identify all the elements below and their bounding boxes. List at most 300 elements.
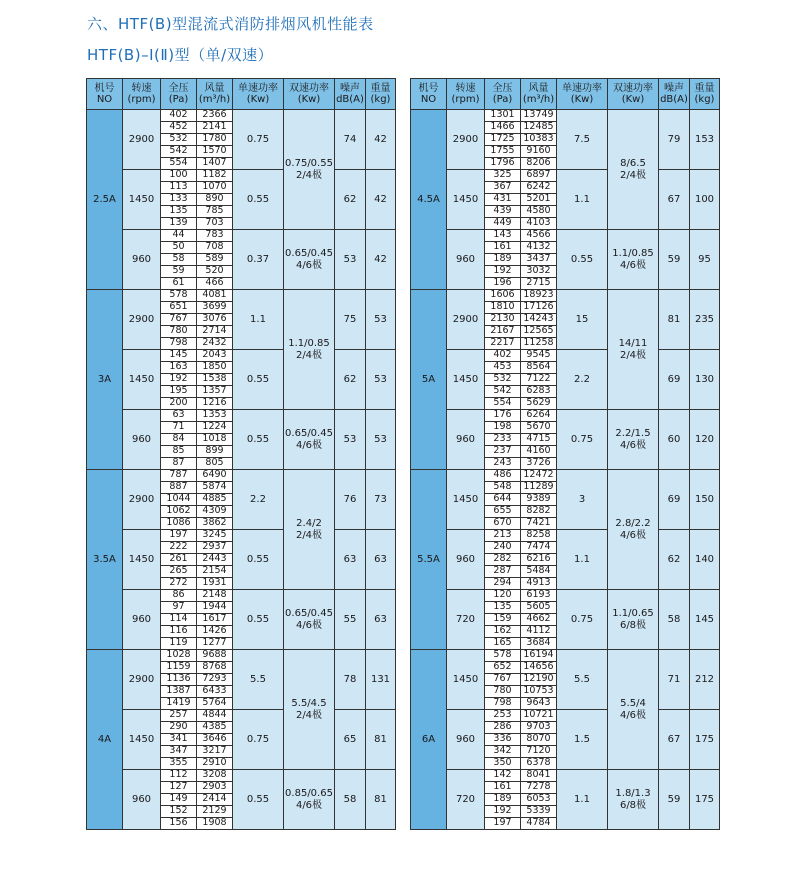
airflow-cell: 6193: [521, 590, 557, 602]
pressure-cell: 116: [161, 626, 197, 638]
noise-cell: 67: [659, 710, 690, 770]
table-row: [87, 470, 396, 482]
weight-cell: 100: [690, 170, 720, 230]
pressure-cell: 195: [161, 386, 197, 398]
airflow-cell: 9545: [521, 350, 557, 362]
speed-cell: 1450: [447, 170, 485, 230]
noise-cell: 69: [659, 470, 690, 530]
airflow-cell: 3862: [197, 518, 233, 530]
speed-cell: 2900: [123, 290, 161, 350]
single-power-cell: 0.55: [233, 350, 284, 410]
weight-cell: 153: [690, 110, 720, 170]
pressure-cell: 2217: [485, 338, 521, 350]
speed-cell: 1450: [447, 350, 485, 410]
airflow-cell: 3208: [197, 770, 233, 782]
single-power-cell: 7.5: [557, 110, 608, 170]
pressure-cell: 1755: [485, 146, 521, 158]
dual-power-cell: 0.85/0.65 4/6极: [284, 770, 335, 830]
table-row: [87, 710, 396, 722]
pressure-cell: 50: [161, 242, 197, 254]
airflow-cell: 2937: [197, 542, 233, 554]
pressure-cell: 1387: [161, 686, 197, 698]
pressure-cell: 198: [485, 422, 521, 434]
pressure-cell: 261: [161, 554, 197, 566]
weight-cell: 53: [366, 350, 396, 410]
airflow-cell: 5764: [197, 698, 233, 710]
pressure-cell: 431: [485, 194, 521, 206]
pressure-cell: 2167: [485, 326, 521, 338]
header-pressure: 全压 (Pa): [161, 79, 197, 110]
pressure-cell: 282: [485, 554, 521, 566]
pressure-cell: 143: [485, 230, 521, 242]
speed-cell: 960: [123, 590, 161, 650]
dual-power-cell: 8/6.5 2/4极: [608, 110, 659, 230]
airflow-cell: 4385: [197, 722, 233, 734]
noise-cell: 59: [659, 230, 690, 290]
single-power-cell: 0.55: [233, 590, 284, 650]
dual-power-cell: 2.8/2.2 4/6极: [608, 470, 659, 590]
header-row: [411, 79, 720, 110]
airflow-cell: 8564: [521, 362, 557, 374]
airflow-cell: 14656: [521, 662, 557, 674]
header-noise: 噪声 dB(A): [659, 79, 690, 110]
pressure-cell: 655: [485, 506, 521, 518]
weight-cell: 73: [366, 470, 396, 530]
single-power-cell: 0.55: [233, 410, 284, 470]
pressure-cell: 1086: [161, 518, 197, 530]
pressure-cell: 197: [485, 818, 521, 830]
table-row: [87, 110, 396, 122]
pressure-cell: 161: [485, 782, 521, 794]
airflow-cell: 12485: [521, 122, 557, 134]
speed-cell: 960: [123, 410, 161, 470]
header-speed: 转速 (rpm): [123, 79, 161, 110]
airflow-cell: 6378: [521, 758, 557, 770]
pressure-cell: 325: [485, 170, 521, 182]
airflow-cell: 4784: [521, 818, 557, 830]
header-weight: 重量 (kg): [366, 79, 396, 110]
pressure-cell: 347: [161, 746, 197, 758]
airflow-cell: 9160: [521, 146, 557, 158]
weight-cell: 235: [690, 290, 720, 350]
airflow-cell: 2366: [197, 110, 233, 122]
airflow-cell: 4715: [521, 434, 557, 446]
airflow-cell: 5670: [521, 422, 557, 434]
airflow-cell: 4309: [197, 506, 233, 518]
airflow-cell: 1617: [197, 614, 233, 626]
dual-power-cell: 1.1/0.85 2/4极: [284, 290, 335, 410]
noise-cell: 81: [659, 290, 690, 350]
pressure-cell: 192: [161, 374, 197, 386]
pressure-cell: 163: [161, 362, 197, 374]
airflow-cell: 3217: [197, 746, 233, 758]
pressure-cell: 644: [485, 494, 521, 506]
airflow-cell: 703: [197, 218, 233, 230]
weight-cell: 140: [690, 530, 720, 590]
table-row: [411, 710, 720, 722]
header-single-power: 单速功率 (Kw): [233, 79, 284, 110]
speed-cell: 2900: [123, 470, 161, 530]
speed-cell: 1450: [123, 710, 161, 770]
pressure-cell: 200: [161, 398, 197, 410]
pressure-cell: 139: [161, 218, 197, 230]
airflow-cell: 7278: [521, 782, 557, 794]
speed-cell: 960: [123, 770, 161, 830]
airflow-cell: 3245: [197, 530, 233, 542]
pressure-cell: 59: [161, 266, 197, 278]
airflow-cell: 1908: [197, 818, 233, 830]
pressure-cell: 402: [485, 350, 521, 362]
pressure-cell: 294: [485, 578, 521, 590]
header-weight: 重量 (kg): [690, 79, 720, 110]
weight-cell: 95: [690, 230, 720, 290]
single-power-cell: 1.1: [233, 290, 284, 350]
airflow-cell: 1216: [197, 398, 233, 410]
pressure-cell: 548: [485, 482, 521, 494]
pressure-cell: 554: [485, 398, 521, 410]
noise-cell: 76: [335, 470, 366, 530]
table-row: [411, 530, 720, 542]
pressure-cell: 787: [161, 470, 197, 482]
dual-power-cell: 2.2/1.5 4/6极: [608, 410, 659, 470]
speed-cell: 960: [447, 230, 485, 290]
pressure-cell: 176: [485, 410, 521, 422]
airflow-cell: 4913: [521, 578, 557, 590]
single-power-cell: 5.5: [557, 650, 608, 710]
pressure-cell: 2130: [485, 314, 521, 326]
speed-cell: 1450: [447, 650, 485, 710]
airflow-cell: 2043: [197, 350, 233, 362]
pressure-cell: 112: [161, 770, 197, 782]
pressure-cell: 780: [485, 686, 521, 698]
table-row: [411, 350, 720, 362]
pressure-cell: 243: [485, 458, 521, 470]
pressure-cell: 578: [485, 650, 521, 662]
single-power-cell: 1.1: [557, 770, 608, 830]
header-dual-power: 双速功率 (Kw): [284, 79, 335, 110]
airflow-cell: 3684: [521, 638, 557, 650]
weight-cell: 130: [690, 350, 720, 410]
airflow-cell: 6433: [197, 686, 233, 698]
pressure-cell: 114: [161, 614, 197, 626]
table-row: [87, 770, 396, 782]
airflow-cell: 16194: [521, 650, 557, 662]
speed-cell: 2900: [447, 290, 485, 350]
table-row: [87, 170, 396, 182]
airflow-cell: 12190: [521, 674, 557, 686]
header-airflow: 风量 (m³/h): [521, 79, 557, 110]
airflow-cell: 1944: [197, 602, 233, 614]
pressure-cell: 272: [161, 578, 197, 590]
noise-cell: 65: [335, 710, 366, 770]
airflow-cell: 7474: [521, 542, 557, 554]
weight-cell: 175: [690, 710, 720, 770]
airflow-cell: 899: [197, 446, 233, 458]
noise-cell: 58: [335, 770, 366, 830]
noise-cell: 74: [335, 110, 366, 170]
table-row: [87, 230, 396, 242]
airflow-cell: 1407: [197, 158, 233, 170]
single-power-cell: 0.75: [233, 710, 284, 770]
pressure-cell: 192: [485, 266, 521, 278]
pressure-cell: 798: [161, 338, 197, 350]
pressure-cell: 257: [161, 710, 197, 722]
header-row: [87, 79, 396, 110]
pressure-cell: 1810: [485, 302, 521, 314]
pressure-cell: 287: [485, 566, 521, 578]
single-power-cell: 0.37: [233, 230, 284, 290]
single-power-cell: 2.2: [233, 470, 284, 530]
airflow-cell: 4662: [521, 614, 557, 626]
pressure-cell: 86: [161, 590, 197, 602]
airflow-cell: 1538: [197, 374, 233, 386]
table-row: [411, 770, 720, 782]
pressure-cell: 887: [161, 482, 197, 494]
pressure-cell: 156: [161, 818, 197, 830]
airflow-cell: 8282: [521, 506, 557, 518]
performance-table-left: [86, 78, 396, 830]
single-power-cell: 0.75: [557, 410, 608, 470]
weight-cell: 150: [690, 470, 720, 530]
airflow-cell: 2715: [521, 278, 557, 290]
airflow-cell: 466: [197, 278, 233, 290]
pressure-cell: 342: [485, 746, 521, 758]
airflow-cell: 5629: [521, 398, 557, 410]
airflow-cell: 1570: [197, 146, 233, 158]
airflow-cell: 7293: [197, 674, 233, 686]
airflow-cell: 3699: [197, 302, 233, 314]
speed-cell: 2900: [447, 110, 485, 170]
dual-power-cell: 1.1/0.85 4/6极: [608, 230, 659, 290]
airflow-cell: 5484: [521, 566, 557, 578]
header-airflow: 风量 (m³/h): [197, 79, 233, 110]
airflow-cell: 6264: [521, 410, 557, 422]
table-row: [87, 290, 396, 302]
header-model-no: 机号 NO: [411, 79, 447, 110]
airflow-cell: 1018: [197, 434, 233, 446]
pressure-cell: 265: [161, 566, 197, 578]
airflow-cell: 1224: [197, 422, 233, 434]
pressure-cell: 1725: [485, 134, 521, 146]
pressure-cell: 233: [485, 434, 521, 446]
pressure-cell: 439: [485, 206, 521, 218]
noise-cell: 79: [659, 110, 690, 170]
page-subtitle: HTF(B)–Ⅰ(Ⅱ)型（单/双速）: [87, 46, 274, 64]
pressure-cell: 44: [161, 230, 197, 242]
pressure-cell: 87: [161, 458, 197, 470]
airflow-cell: 1182: [197, 170, 233, 182]
dual-power-cell: 5.5/4.5 2/4极: [284, 650, 335, 770]
airflow-cell: 13749: [521, 110, 557, 122]
table-row: [411, 170, 720, 182]
speed-cell: 960: [447, 530, 485, 590]
airflow-cell: 2432: [197, 338, 233, 350]
table-row: [411, 650, 720, 662]
pressure-cell: 58: [161, 254, 197, 266]
airflow-cell: 783: [197, 230, 233, 242]
pressure-cell: 165: [485, 638, 521, 650]
pressure-cell: 542: [485, 386, 521, 398]
airflow-cell: 9703: [521, 722, 557, 734]
noise-cell: 71: [659, 650, 690, 710]
speed-cell: 720: [447, 590, 485, 650]
airflow-cell: 8768: [197, 662, 233, 674]
weight-cell: 81: [366, 710, 396, 770]
weight-cell: 42: [366, 110, 396, 170]
airflow-cell: 4132: [521, 242, 557, 254]
pressure-cell: 162: [485, 626, 521, 638]
weight-cell: 42: [366, 170, 396, 230]
pressure-cell: 1044: [161, 494, 197, 506]
airflow-cell: 9688: [197, 650, 233, 662]
dual-power-cell: 5.5/4 4/6极: [608, 650, 659, 770]
airflow-cell: 2154: [197, 566, 233, 578]
pressure-cell: 100: [161, 170, 197, 182]
speed-cell: 1450: [123, 170, 161, 230]
pressure-cell: 97: [161, 602, 197, 614]
airflow-cell: 12472: [521, 470, 557, 482]
noise-cell: 63: [335, 530, 366, 590]
airflow-cell: 11258: [521, 338, 557, 350]
airflow-cell: 6490: [197, 470, 233, 482]
pressure-cell: 152: [161, 806, 197, 818]
pressure-cell: 1159: [161, 662, 197, 674]
pressure-cell: 798: [485, 698, 521, 710]
table-row: [87, 410, 396, 422]
pressure-cell: 149: [161, 794, 197, 806]
airflow-cell: 6283: [521, 386, 557, 398]
airflow-cell: 9389: [521, 494, 557, 506]
pressure-cell: 119: [161, 638, 197, 650]
pressure-cell: 135: [485, 602, 521, 614]
table-row: [411, 470, 720, 482]
single-power-cell: 2.2: [557, 350, 608, 410]
airflow-cell: 805: [197, 458, 233, 470]
airflow-cell: 5339: [521, 806, 557, 818]
pressure-cell: 159: [485, 614, 521, 626]
airflow-cell: 3032: [521, 266, 557, 278]
header-dual-power: 双速功率 (Kw): [608, 79, 659, 110]
airflow-cell: 4566: [521, 230, 557, 242]
pressure-cell: 189: [485, 794, 521, 806]
noise-cell: 67: [659, 170, 690, 230]
pressure-cell: 452: [161, 122, 197, 134]
airflow-cell: 5874: [197, 482, 233, 494]
weight-cell: 53: [366, 290, 396, 350]
pressure-cell: 532: [485, 374, 521, 386]
airflow-cell: 1850: [197, 362, 233, 374]
noise-cell: 53: [335, 410, 366, 470]
dual-power-cell: 0.75/0.55 2/4极: [284, 110, 335, 230]
airflow-cell: 2148: [197, 590, 233, 602]
weight-cell: 63: [366, 530, 396, 590]
airflow-cell: 18923: [521, 290, 557, 302]
airflow-cell: 12565: [521, 326, 557, 338]
airflow-cell: 1353: [197, 410, 233, 422]
airflow-cell: 3437: [521, 254, 557, 266]
pressure-cell: 1136: [161, 674, 197, 686]
pressure-cell: 213: [485, 530, 521, 542]
airflow-cell: 3726: [521, 458, 557, 470]
pressure-cell: 135: [161, 206, 197, 218]
airflow-cell: 589: [197, 254, 233, 266]
pressure-cell: 780: [161, 326, 197, 338]
weight-cell: 175: [690, 770, 720, 830]
pressure-cell: 554: [161, 158, 197, 170]
table-row: [411, 590, 720, 602]
pressure-cell: 240: [485, 542, 521, 554]
pressure-cell: 127: [161, 782, 197, 794]
airflow-cell: 8070: [521, 734, 557, 746]
pressure-cell: 532: [161, 134, 197, 146]
airflow-cell: 5605: [521, 602, 557, 614]
airflow-cell: 1780: [197, 134, 233, 146]
single-power-cell: 0.55: [233, 170, 284, 230]
speed-cell: 960: [123, 230, 161, 290]
airflow-cell: 7122: [521, 374, 557, 386]
airflow-cell: 10383: [521, 134, 557, 146]
model-no-cell: 6A: [411, 650, 447, 830]
table-row: [87, 350, 396, 362]
header-noise: 噪声 dB(A): [335, 79, 366, 110]
airflow-cell: 4844: [197, 710, 233, 722]
pressure-cell: 542: [161, 146, 197, 158]
airflow-cell: 2141: [197, 122, 233, 134]
airflow-cell: 4112: [521, 626, 557, 638]
dual-power-cell: 14/11 2/4极: [608, 290, 659, 410]
single-power-cell: 1.1: [557, 170, 608, 230]
noise-cell: 69: [659, 350, 690, 410]
table-row: [411, 410, 720, 422]
single-power-cell: 0.75: [557, 590, 608, 650]
pressure-cell: 670: [485, 518, 521, 530]
airflow-cell: 10721: [521, 710, 557, 722]
pressure-cell: 142: [485, 770, 521, 782]
weight-cell: 131: [366, 650, 396, 710]
airflow-cell: 8206: [521, 158, 557, 170]
airflow-cell: 3646: [197, 734, 233, 746]
airflow-cell: 1070: [197, 182, 233, 194]
airflow-cell: 17126: [521, 302, 557, 314]
pressure-cell: 61: [161, 278, 197, 290]
weight-cell: 63: [366, 590, 396, 650]
model-no-cell: 5A: [411, 290, 447, 470]
airflow-cell: 4885: [197, 494, 233, 506]
airflow-cell: 2443: [197, 554, 233, 566]
airflow-cell: 2903: [197, 782, 233, 794]
pressure-cell: 161: [485, 242, 521, 254]
weight-cell: 81: [366, 770, 396, 830]
airflow-cell: 4103: [521, 218, 557, 230]
airflow-cell: 2129: [197, 806, 233, 818]
airflow-cell: 6216: [521, 554, 557, 566]
noise-cell: 62: [335, 170, 366, 230]
pressure-cell: 449: [485, 218, 521, 230]
pressure-cell: 196: [485, 278, 521, 290]
pressure-cell: 286: [485, 722, 521, 734]
pressure-cell: 113: [161, 182, 197, 194]
performance-table-right: [410, 78, 720, 830]
weight-cell: 212: [690, 650, 720, 710]
pressure-cell: 253: [485, 710, 521, 722]
table-row: [411, 110, 720, 122]
airflow-cell: 2910: [197, 758, 233, 770]
pressure-cell: 133: [161, 194, 197, 206]
dual-power-cell: 0.65/0.45 4/6极: [284, 590, 335, 650]
pressure-cell: 341: [161, 734, 197, 746]
pressure-cell: 222: [161, 542, 197, 554]
speed-cell: 2900: [123, 110, 161, 170]
